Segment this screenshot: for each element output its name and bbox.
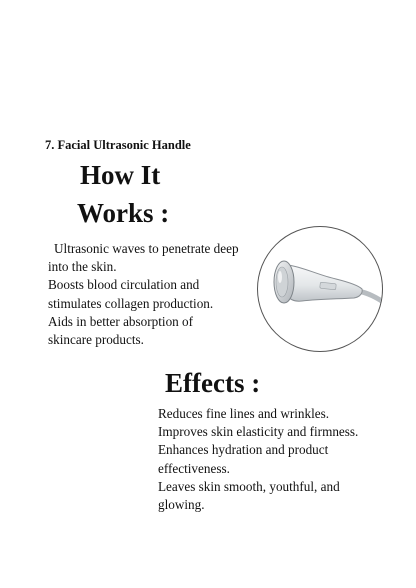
effects-text (158, 405, 373, 514)
how-it-works-text (48, 240, 258, 349)
text-line: stimulates collagen production. (48, 295, 214, 311)
text-line: Ultrasonic waves to penetrate deep (54, 241, 239, 256)
how-it-works-heading-line1: How It (80, 160, 161, 190)
text-line: into the skin. (48, 259, 117, 275)
text-line: glowing. (158, 497, 205, 513)
text-line: effectiveness. (158, 460, 230, 476)
ultrasonic-handle-icon (258, 227, 382, 351)
text-line: Aids in better absorption of (48, 313, 194, 329)
how-it-works-heading-line2: Works : (77, 198, 170, 228)
text-line: Enhances hydration and product (158, 442, 329, 458)
text-line: Improves skin elasticity and firmness. (158, 424, 359, 440)
text-line: Reduces fine lines and wrinkles. (158, 406, 330, 421)
text-line: Leaves skin smooth, youthful, and (158, 478, 340, 494)
text-line: skincare products. (48, 332, 144, 348)
product-image (257, 226, 383, 352)
effects-heading: Effects : (165, 368, 261, 398)
text-line: Boosts blood circulation and (48, 277, 200, 293)
section-title: 7. Facial Ultrasonic Handle (45, 138, 191, 152)
